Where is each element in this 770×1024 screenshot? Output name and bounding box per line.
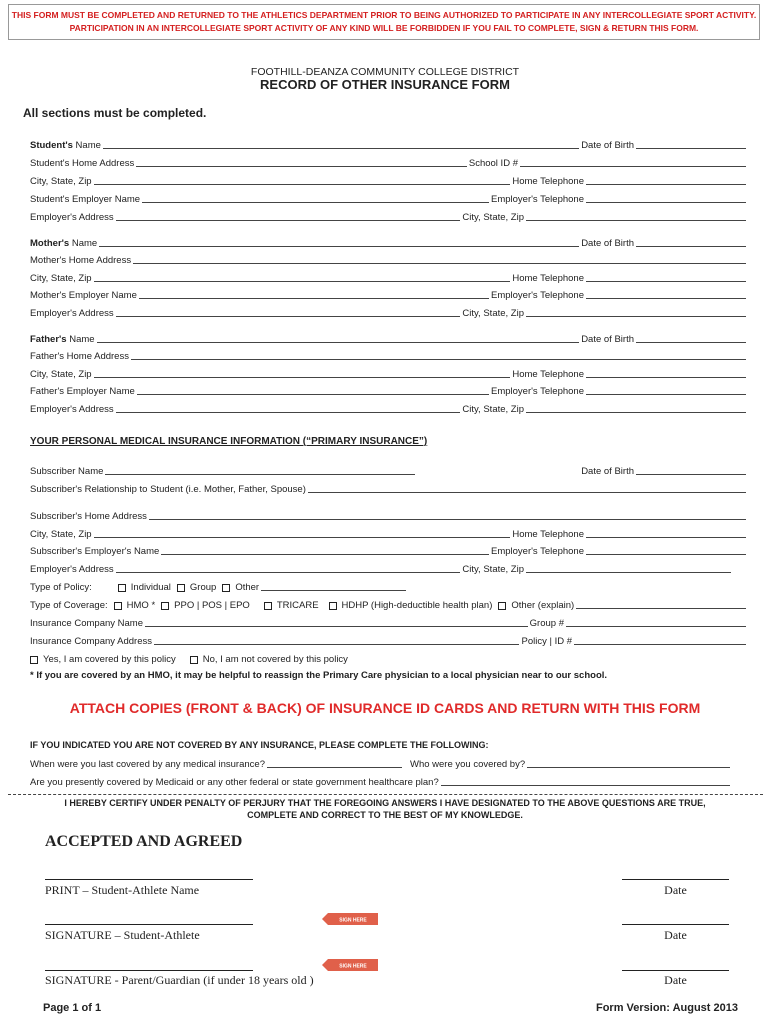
- policy-id-label: Policy | ID #: [521, 636, 572, 647]
- father-employer-address-row: [30, 401, 748, 415]
- form-version: Form Version: August 2013: [595, 1002, 738, 1014]
- subscriber-employer-field[interactable]: [161, 553, 489, 555]
- hdhp-label: HDHP (High-deductible health plan): [341, 600, 493, 611]
- company-address-label: Insurance Company Address: [30, 636, 152, 647]
- subscriber-employer-row: [30, 543, 748, 557]
- other-coverage-checkbox[interactable]: [498, 602, 506, 610]
- name-label: Name: [75, 140, 101, 151]
- subscriber-dob-field[interactable]: [636, 473, 746, 475]
- group-number-label: Group #: [529, 618, 564, 629]
- school-id-label: School ID #: [468, 158, 518, 169]
- city-label: City, State, Zip: [30, 176, 92, 187]
- parent-signature-field[interactable]: [45, 970, 253, 971]
- print-name-field[interactable]: [45, 879, 253, 880]
- mother-address-row: [30, 252, 748, 266]
- mother-employer-phone-field[interactable]: [586, 297, 746, 299]
- covered-yes-label: Yes, I am covered by this policy: [43, 654, 176, 665]
- student-employer-row: [30, 191, 748, 205]
- father-employer-address-field[interactable]: [116, 411, 461, 413]
- subscriber-address-row: [30, 508, 748, 522]
- dob-label: Date of Birth: [581, 334, 634, 345]
- name-label: Name: [69, 334, 95, 345]
- certification-statement: [20, 797, 750, 821]
- student-address-row: [30, 155, 748, 169]
- student-signature-field[interactable]: [45, 924, 253, 925]
- home-phone-label: Home Telephone: [512, 176, 584, 187]
- form-title: RECORD OF OTHER INSURANCE FORM: [260, 77, 510, 92]
- dob-label: Date of Birth: [581, 140, 634, 151]
- dob-label: Date of Birth: [581, 238, 634, 249]
- other-policy-checkbox[interactable]: [222, 584, 230, 592]
- group-label: Group: [189, 582, 217, 593]
- city-label: City, State, Zip: [30, 273, 92, 284]
- last-covered-row: [30, 756, 748, 770]
- mother-city-field[interactable]: [94, 280, 511, 282]
- student-city-field[interactable]: [94, 183, 511, 185]
- subscriber-name-field[interactable]: [105, 473, 415, 475]
- mother-name-field[interactable]: [99, 245, 579, 247]
- student-address-field[interactable]: [136, 165, 467, 167]
- employer-name-label: Subscriber's Employer's Name: [30, 546, 160, 557]
- home-address-label: Student's Home Address: [30, 158, 135, 169]
- subscriber-relationship-field[interactable]: [308, 491, 746, 493]
- employer-name-label: Father's Employer Name: [30, 386, 135, 397]
- student-name-row: [30, 137, 748, 151]
- covered-yes-checkbox[interactable]: [30, 656, 38, 664]
- father-employer-row: [30, 383, 748, 397]
- employer-address-label: Employer's Address: [30, 404, 114, 415]
- student-dob-field[interactable]: [636, 147, 746, 149]
- father-address-field[interactable]: [131, 358, 746, 360]
- instructions: All sections must be completed.: [23, 106, 207, 120]
- mother-city-row: [30, 270, 748, 284]
- employer-phone-label: Employer's Telephone: [490, 546, 584, 557]
- father-employer-phone-field[interactable]: [586, 393, 746, 395]
- employer-name-label: Student's Employer Name: [30, 194, 141, 205]
- student-home-phone-field[interactable]: [586, 183, 746, 185]
- city-label: City, State, Zip: [30, 369, 92, 380]
- employer-city-label: City, State, Zip: [462, 308, 524, 319]
- employer-phone-label: Employer's Telephone: [490, 194, 584, 205]
- student-employer-address-field[interactable]: [116, 219, 461, 221]
- employer-address-label: Employer's Address: [30, 308, 114, 319]
- subscriber-name-label: Subscriber Name: [30, 466, 104, 477]
- mother-employer-address-field[interactable]: [116, 315, 461, 317]
- home-address-label: Father's Home Address: [30, 351, 129, 362]
- sign-here-tab: [322, 913, 378, 925]
- group-checkbox[interactable]: [177, 584, 185, 592]
- sign-here-tab: [322, 959, 378, 971]
- employer-city-label: City, State, Zip: [462, 564, 524, 575]
- subscriber-employer-address-field[interactable]: [116, 571, 461, 573]
- student-name-field[interactable]: [103, 147, 579, 149]
- last-covered-field[interactable]: [267, 766, 402, 768]
- ppo-label: PPO | POS | EPO: [174, 600, 250, 611]
- father-label: Father's: [30, 334, 67, 345]
- notice-line-2: PARTICIPATION IN AN INTERCOLLEGIATE SPORT ACTIVITY OF ANY KIND WILL BE FORBIDDEN IF YOU FAIL TO COMPLETE, SIGN & RETURN THIS FORM.: [69, 23, 699, 33]
- notice-line-1: THIS FORM MUST BE COMPLETED AND RETURNED TO THE ATHLETICS DEPARTMENT PRIOR TO BEING AUTHORIZED TO PARTICIPATE IN ANY INTERCOLLEGIATE SPORT ACTIVITY.: [11, 10, 757, 20]
- company-address-row: [30, 633, 748, 647]
- hdhp-checkbox[interactable]: [329, 602, 337, 610]
- father-city-field[interactable]: [94, 376, 511, 378]
- section-divider: [8, 794, 763, 795]
- subscriber-employer-address-row: [30, 561, 748, 575]
- subscriber-employer-city-field[interactable]: [526, 571, 731, 573]
- employer-city-label: City, State, Zip: [462, 404, 524, 415]
- mother-dob-field[interactable]: [636, 245, 746, 247]
- employer-name-label: Mother's Employer Name: [30, 290, 137, 301]
- father-name-row: [30, 331, 748, 345]
- city-label: City, State, Zip: [30, 529, 92, 540]
- student-label: Student's: [30, 140, 73, 151]
- mother-employer-address-row: [30, 305, 748, 319]
- school-id-field[interactable]: [520, 165, 746, 167]
- company-name-field[interactable]: [145, 625, 528, 627]
- tricare-checkbox[interactable]: [264, 602, 272, 610]
- mother-employer-city-field[interactable]: [526, 315, 746, 317]
- company-name-row: [30, 615, 748, 629]
- relationship-label: Subscriber's Relationship to Student (i.e. Mother, Father, Spouse): [30, 484, 306, 495]
- student-date-label: Date: [664, 928, 687, 942]
- father-home-phone-field[interactable]: [586, 376, 746, 378]
- subscriber-home-phone-field[interactable]: [586, 536, 746, 538]
- hmo-checkbox[interactable]: [114, 602, 122, 610]
- sign-here-text: SIGN HERE: [339, 963, 367, 970]
- student-city-row: [30, 173, 748, 187]
- hmo-label: HMO *: [126, 600, 156, 611]
- student-signature-label: SIGNATURE – Student-Athlete: [45, 928, 200, 942]
- ppo-checkbox[interactable]: [161, 602, 169, 610]
- employer-city-label: City, State, Zip: [462, 212, 524, 223]
- employer-address-label: Employer's Address: [30, 564, 114, 575]
- covered-row: [30, 651, 748, 665]
- hmo-note: * If you are covered by an HMO, it may be helpful to reassign the Primary Care physician to a local physician near to our school.: [30, 670, 608, 681]
- primary-insurance-heading: YOUR PERSONAL MEDICAL INSURANCE INFORMATION (“PRIMARY INSURANCE”): [30, 436, 428, 447]
- policy-id-field[interactable]: [574, 643, 746, 645]
- company-address-field[interactable]: [154, 643, 520, 645]
- medicaid-field[interactable]: [441, 784, 730, 786]
- student-employer-phone-field[interactable]: [586, 201, 746, 203]
- student-date-field[interactable]: [622, 924, 729, 925]
- policy-type-label: Type of Policy:: [30, 582, 92, 593]
- other-coverage-field[interactable]: [576, 607, 746, 609]
- other-label: Other: [235, 582, 260, 593]
- father-employer-field[interactable]: [137, 393, 489, 395]
- coverage-type-label: Type of Coverage:: [30, 600, 108, 611]
- individual-checkbox[interactable]: [118, 584, 126, 592]
- medicaid-label: Are you presently covered by Medicaid or any other federal or state government healthcare plan?: [30, 777, 439, 788]
- parent-date-label: Date: [664, 973, 687, 987]
- home-address-label: Mother's Home Address: [30, 255, 132, 266]
- subscriber-name-row: [30, 463, 748, 477]
- who-covered-label: Who were you covered by?: [409, 759, 526, 770]
- student-employer-field[interactable]: [142, 201, 489, 203]
- who-covered-field[interactable]: [527, 766, 730, 768]
- subscriber-relationship-row: [30, 481, 748, 495]
- not-covered-heading: IF YOU INDICATED YOU ARE NOT COVERED BY ANY INSURANCE, PLEASE COMPLETE THE FOLLOWING:: [30, 740, 489, 750]
- covered-no-label: No, I am not covered by this policy: [202, 654, 348, 665]
- print-date-label: Date: [664, 883, 687, 897]
- subscriber-employer-phone-field[interactable]: [586, 553, 746, 555]
- company-name-label: Insurance Company Name: [30, 618, 143, 629]
- policy-type-row: [30, 579, 748, 593]
- father-address-row: [30, 348, 748, 362]
- home-phone-label: Home Telephone: [512, 529, 584, 540]
- group-number-field[interactable]: [566, 625, 746, 627]
- print-name-label: PRINT – Student-Athlete Name: [45, 883, 200, 897]
- last-covered-label: When were you last covered by any medical insurance?: [30, 759, 265, 770]
- covered-no-checkbox[interactable]: [190, 656, 198, 664]
- medicaid-row: [30, 774, 748, 788]
- dob-label: Date of Birth: [581, 466, 634, 477]
- mother-address-field[interactable]: [133, 262, 746, 264]
- individual-label: Individual: [130, 582, 171, 593]
- attach-cards-notice: ATTACH COPIES (FRONT & BACK) OF INSURANCE ID CARDS AND RETURN WITH THIS FORM: [69, 700, 701, 716]
- subscriber-city-row: [30, 526, 748, 540]
- other-policy-field[interactable]: [261, 589, 406, 591]
- page-number: Page 1 of 1: [43, 1002, 102, 1014]
- sign-here-text: SIGN HERE: [339, 917, 367, 924]
- employer-address-label: Employer's Address: [30, 212, 114, 223]
- warning-notice: [8, 4, 760, 40]
- certify-line-2: COMPLETE AND CORRECT TO THE BEST OF MY KNOWLEDGE.: [247, 810, 523, 820]
- district-name: FOOTHILL-DEANZA COMMUNITY COLLEGE DISTRICT: [250, 66, 520, 78]
- tricare-label: TRICARE: [276, 600, 319, 611]
- certify-line-1: I HEREBY CERTIFY UNDER PENALTY OF PERJURY THAT THE FOREGOING ANSWERS I HAVE DESIGNATED TO THE ABOVE QUESTIONS ARE TRUE,: [64, 798, 706, 808]
- father-name-field[interactable]: [97, 341, 580, 343]
- name-label: Name: [71, 238, 98, 249]
- accepted-heading: ACCEPTED AND AGREED: [45, 833, 243, 850]
- subscriber-address-field[interactable]: [149, 518, 746, 520]
- home-phone-label: Home Telephone: [512, 369, 584, 380]
- other-coverage-label: Other (explain): [511, 600, 575, 611]
- home-phone-label: Home Telephone: [512, 273, 584, 284]
- mother-name-row: [30, 235, 748, 249]
- mother-home-phone-field[interactable]: [586, 280, 746, 282]
- father-employer-city-field[interactable]: [526, 411, 746, 413]
- mother-employer-row: [30, 287, 748, 301]
- coverage-type-row: [30, 597, 748, 611]
- student-employer-city-field[interactable]: [526, 219, 746, 221]
- subscriber-city-field[interactable]: [94, 536, 511, 538]
- parent-signature-label: SIGNATURE - Parent/Guardian (if under 18 years old ): [45, 973, 314, 987]
- home-address-label: Subscriber's Home Address: [30, 511, 147, 522]
- father-dob-field[interactable]: [636, 341, 746, 343]
- mother-employer-field[interactable]: [139, 297, 489, 299]
- father-city-row: [30, 366, 748, 380]
- employer-phone-label: Employer's Telephone: [490, 386, 584, 397]
- mother-label: Mother's: [30, 238, 70, 249]
- print-date-field[interactable]: [622, 879, 729, 880]
- parent-date-field[interactable]: [622, 970, 729, 971]
- student-employer-address-row: [30, 209, 748, 223]
- employer-phone-label: Employer's Telephone: [490, 290, 584, 301]
